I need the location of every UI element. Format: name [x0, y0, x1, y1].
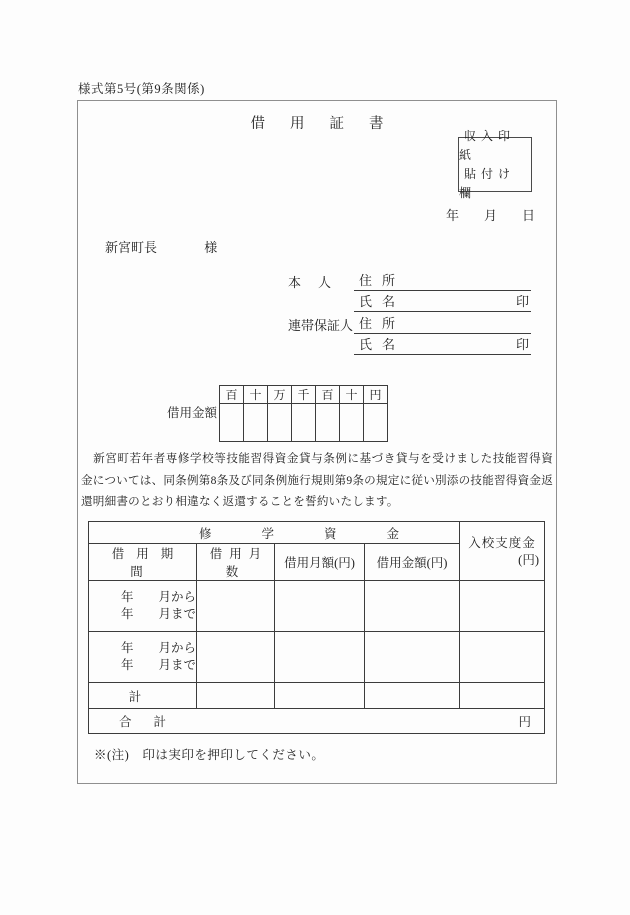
addressee-name: 新宮町長 — [105, 240, 158, 255]
digit-label: 百 — [316, 386, 340, 404]
entrance-allowance-line1: 入校支度金 — [468, 535, 536, 550]
schedule-cell[interactable] — [365, 632, 460, 683]
digit-label: 十 — [244, 386, 268, 404]
period-from: 年 月から — [121, 641, 197, 655]
seal-label: 印 — [515, 337, 529, 352]
principal-name-field[interactable] — [354, 289, 531, 313]
col-header-loan-period: 借用期間 — [89, 544, 197, 581]
period-to: 年 月まで — [121, 658, 197, 672]
loan-amount-label: 借用金額 — [167, 406, 218, 420]
signers-section — [288, 269, 531, 355]
entrance-allowance-header — [460, 522, 545, 581]
period-cell[interactable] — [89, 581, 197, 632]
amount-digit-cell[interactable] — [316, 404, 340, 442]
group-header-row — [89, 522, 545, 544]
period-from: 年 月から — [121, 590, 197, 604]
guarantor-name-field[interactable] — [354, 332, 531, 356]
date-line — [446, 205, 535, 224]
principal-address-row — [288, 269, 531, 291]
address-label: 住所 — [359, 315, 406, 331]
digit-header-row — [220, 386, 388, 404]
addressee — [105, 237, 217, 256]
schedule-cell[interactable] — [365, 683, 460, 709]
amount-digit-cell[interactable] — [364, 404, 388, 442]
schedule-row-2 — [89, 632, 545, 683]
guarantor-address-field[interactable] — [354, 310, 531, 334]
col-header-loan-months: 借用月数 — [197, 544, 275, 581]
schedule-cell[interactable] — [460, 632, 545, 683]
digit-entry-row — [220, 404, 388, 442]
principal-address-field[interactable] — [354, 267, 531, 291]
address-label: 住所 — [359, 272, 406, 288]
period-cell[interactable] — [89, 632, 197, 683]
guarantor-label: 連帯保証人 — [288, 317, 354, 333]
digit-label: 万 — [268, 386, 292, 404]
loan-amount-table — [219, 385, 388, 442]
grand-total-cell[interactable] — [89, 709, 545, 734]
footnote: ※(注) 印は実印を押印してください。 — [94, 748, 325, 762]
schedule-cell[interactable] — [197, 581, 275, 632]
entrance-allowance-line2: (円) — [518, 552, 539, 567]
digit-label: 円 — [364, 386, 388, 404]
tuition-fund-header: 修学資金 — [89, 522, 460, 544]
grand-total-row — [89, 709, 545, 734]
digit-label: 千 — [292, 386, 316, 404]
addressee-honorific: 様 — [204, 240, 218, 255]
schedule-cell[interactable] — [275, 683, 365, 709]
principal-label: 本人 — [288, 274, 349, 290]
form-border-box — [77, 100, 557, 784]
guarantor-name-row — [288, 334, 531, 356]
name-label: 氏名 — [359, 294, 406, 309]
stamp-box-line1: 収入印紙 — [459, 128, 516, 162]
amount-digit-cell[interactable] — [244, 404, 268, 442]
date-month-label: 月 — [483, 208, 497, 223]
schedule-cell[interactable] — [275, 632, 365, 683]
subtotal-row — [89, 683, 545, 709]
amount-digit-cell[interactable] — [268, 404, 292, 442]
seal-label: 印 — [515, 294, 529, 309]
name-label: 氏名 — [359, 337, 406, 352]
schedule-cell[interactable] — [460, 683, 545, 709]
period-to: 年 月まで — [121, 607, 197, 621]
date-year-label: 年 — [445, 208, 459, 223]
pledge-line: 還明細書のとおり相違なく返還することを誓約いたします。 — [81, 495, 399, 508]
digit-label: 百 — [220, 386, 244, 404]
page-title: 借用証書 — [250, 116, 409, 132]
schedule-cell[interactable] — [460, 581, 545, 632]
guarantor-address-row — [288, 312, 531, 334]
principal-name-row — [288, 291, 531, 313]
col-header-loan-amount: 借用金額(円) — [365, 544, 460, 581]
pledge-paragraph — [81, 448, 553, 513]
grand-total-label: 合計 — [119, 715, 189, 729]
subtotal-label: 計 — [89, 683, 197, 709]
revenue-stamp-box[interactable] — [458, 128, 532, 200]
repayment-schedule-table — [88, 521, 545, 734]
schedule-cell[interactable] — [197, 683, 275, 709]
schedule-cell[interactable] — [275, 581, 365, 632]
schedule-row-1 — [89, 581, 545, 632]
digit-label: 十 — [340, 386, 364, 404]
col-header-monthly-amount: 借用月額(円) — [275, 544, 365, 581]
grand-total-unit: 円 — [518, 715, 531, 729]
stamp-box-line2: 貼付け欄 — [459, 166, 516, 200]
amount-digit-cell[interactable] — [340, 404, 364, 442]
amount-digit-cell[interactable] — [292, 404, 316, 442]
pledge-line: 新宮町若年者専修学校等技能習得資金貸与条例に基づき貸与を受けました技能習得資 — [81, 452, 553, 465]
schedule-cell[interactable] — [365, 581, 460, 632]
schedule-cell[interactable] — [197, 632, 275, 683]
date-day-label: 日 — [521, 208, 535, 223]
pledge-line: 金については、同条例第8条及び同条例施行規則第9条の規定に従い別添の技能習得資金返 — [81, 473, 553, 487]
amount-digit-cell[interactable] — [220, 404, 244, 442]
form-number: 様式第5号(第9条関係) — [78, 82, 205, 96]
